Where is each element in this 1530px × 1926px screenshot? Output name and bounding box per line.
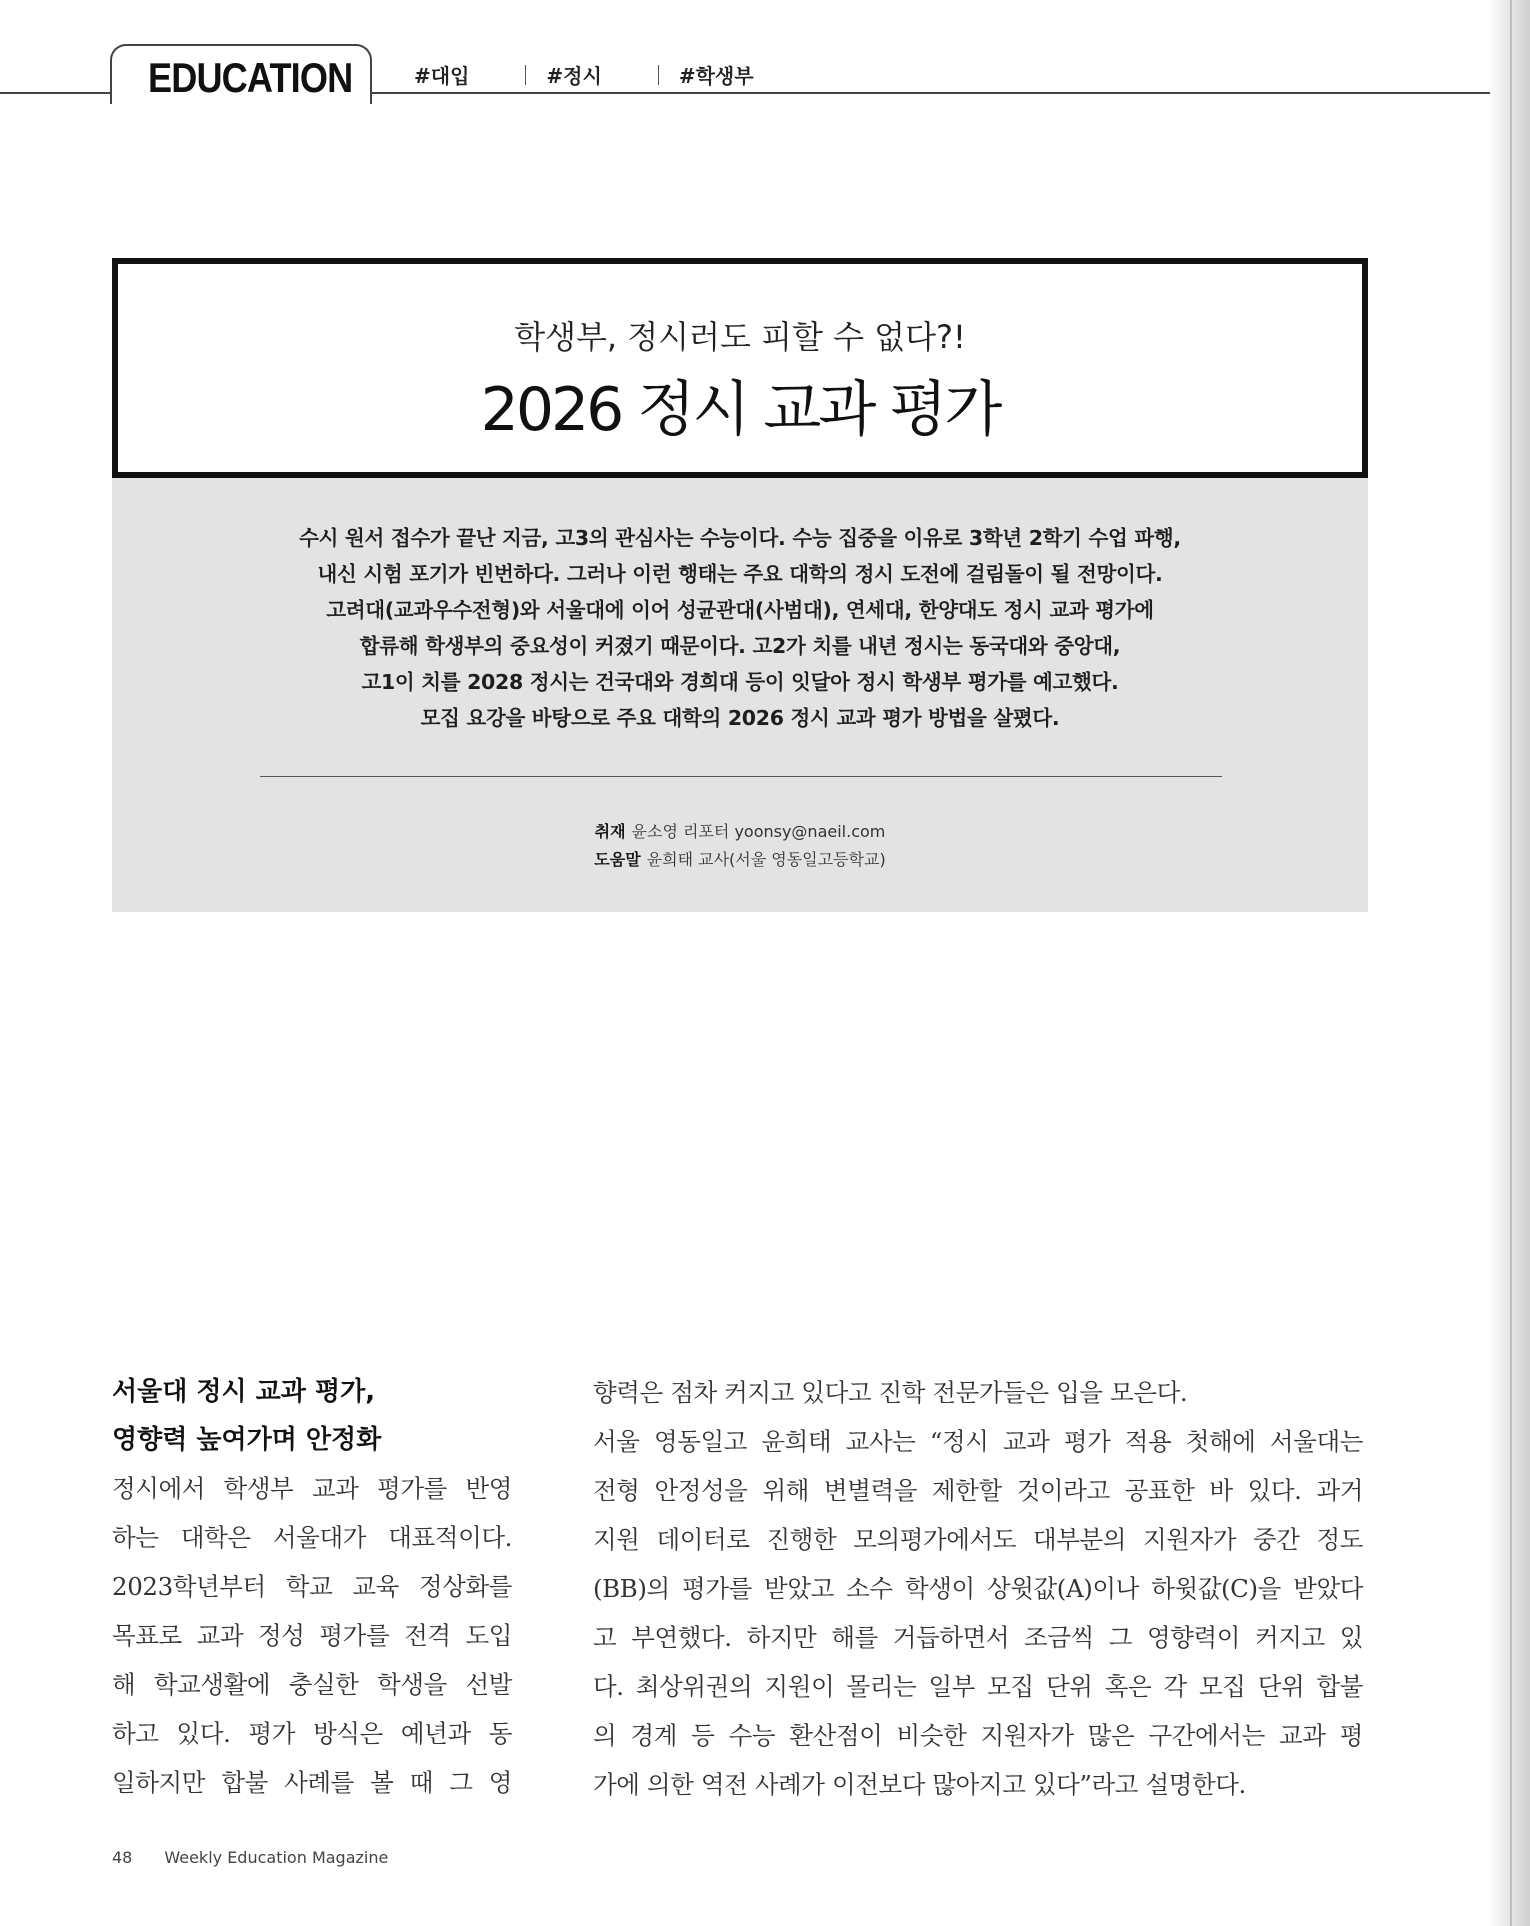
credit-value: 윤소영 리포터 yoonsy@naeil.com (631, 822, 886, 841)
body-line: 2023학년부터 학교 교육 정상화를 (112, 1572, 512, 1601)
lede-line: 고려대(교과우수전형)와 서울대에 이어 성균관대(사범대), 연세대, 한양대도 정시 교과 평가에 (326, 598, 1154, 622)
body-line: 목표로 교과 정성 평가를 전격 도입 (112, 1621, 512, 1650)
body-line: 가에 의한 역전 사례가 이전보다 많아지고 있다”라고 설명한다. (593, 1770, 1246, 1799)
title-box (112, 258, 1368, 478)
lede-box (112, 478, 1368, 912)
body-line: 전형 안정성을 위해 변별력을 제한할 것이라고 공표한 바 있다. 과거 (593, 1476, 1363, 1505)
body-line: 해 학교생활에 충실한 학생을 선발 (112, 1670, 512, 1699)
lede-line: 내신 시험 포기가 빈번하다. 그러나 이런 행태는 주요 대학의 정시 도전에 걸림돌이 될 전망이다. (317, 562, 1163, 586)
page-edge-shadow (1488, 0, 1530, 1926)
page-edge-line (1510, 0, 1512, 1926)
body-line: 하는 대학은 서울대가 대표적이다. (112, 1523, 512, 1552)
lede-line: 합류해 학생부의 중요성이 커졌기 때문이다. 고2가 치를 내년 정시는 동국대와 중앙대, (359, 634, 1121, 658)
article-title: 2026 정시 교과 평가 (480, 375, 1000, 445)
article-column-left (112, 1368, 512, 1807)
lede-line: 모집 요강을 바탕으로 주요 대학의 2026 정시 교과 평가 방법을 살폈다. (420, 706, 1060, 730)
section-heading: 영향력 높여가며 안정화 (112, 1425, 382, 1455)
credit-label: 도움말 (594, 850, 641, 869)
tag-list (414, 60, 754, 89)
section-label: EDUCATION (148, 54, 353, 101)
body-line: 다. 최상위권의 지원이 몰리는 일부 모집 단위 혹은 각 모집 단위 합불 (593, 1672, 1363, 1701)
tag-divider (525, 65, 526, 85)
page-footer (112, 1848, 388, 1867)
magazine-name: Weekly Education Magazine (164, 1848, 389, 1867)
body-line: 의 경계 등 수능 환산점이 비슷한 지원자가 많은 구간에서는 교과 평 (593, 1721, 1363, 1750)
credit-value: 윤희태 교사(서울 영동일고등학교) (646, 850, 886, 869)
credit-reporter (112, 818, 1368, 846)
section-heading: 서울대 정시 교과 평가, (112, 1377, 376, 1407)
article-subtitle: 학생부, 정시러도 피할 수 없다?! (514, 318, 966, 356)
body-line: (BB)의 평가를 받았고 소수 학생이 상윗값(A)이나 하윗값(C)을 받았다 (593, 1574, 1363, 1603)
body-line: 지원 데이터로 진행한 모의평가에서도 대부분의 지원자가 중간 정도 (593, 1525, 1363, 1554)
body-line: 향력은 점차 커지고 있다고 진학 전문가들은 입을 모은다. (593, 1378, 1188, 1407)
tag-student-record[interactable]: #학생부 (678, 64, 754, 88)
body-line: 고 부연했다. 하지만 해를 거듭하면서 조금씩 그 영향력이 커지고 있 (593, 1623, 1363, 1652)
tag-university-admission[interactable]: #대입 (414, 64, 470, 88)
tag-divider (658, 65, 659, 85)
lede-line: 고1이 치를 2028 정시는 건국대와 경희대 등이 잇달아 정시 학생부 평가를 예고했다. (361, 670, 1119, 694)
credits (112, 818, 1368, 874)
lede-divider (260, 776, 1222, 777)
body-line: 일하지만 합불 사례를 볼 때 그 영 (112, 1768, 512, 1797)
credit-label: 취재 (594, 822, 626, 841)
lede-line: 수시 원서 접수가 끝난 지금, 고3의 관심사는 수능이다. 수능 집중을 이유로 3학년 2학기 수업 파행, (299, 526, 1181, 550)
tag-regular-admission[interactable]: #정시 (546, 64, 602, 88)
page-number: 48 (112, 1848, 133, 1867)
body-line: 서울 영동일고 윤희태 교사는 “정시 교과 평가 적용 첫해에 서울대는 (593, 1427, 1363, 1456)
credit-advisor (112, 846, 1368, 874)
lede-text (112, 520, 1368, 736)
article-column-right (593, 1368, 1363, 1809)
body-line: 하고 있다. 평가 방식은 예년과 동 (112, 1719, 512, 1748)
body-line: 정시에서 학생부 교과 평가를 반영 (112, 1474, 512, 1503)
